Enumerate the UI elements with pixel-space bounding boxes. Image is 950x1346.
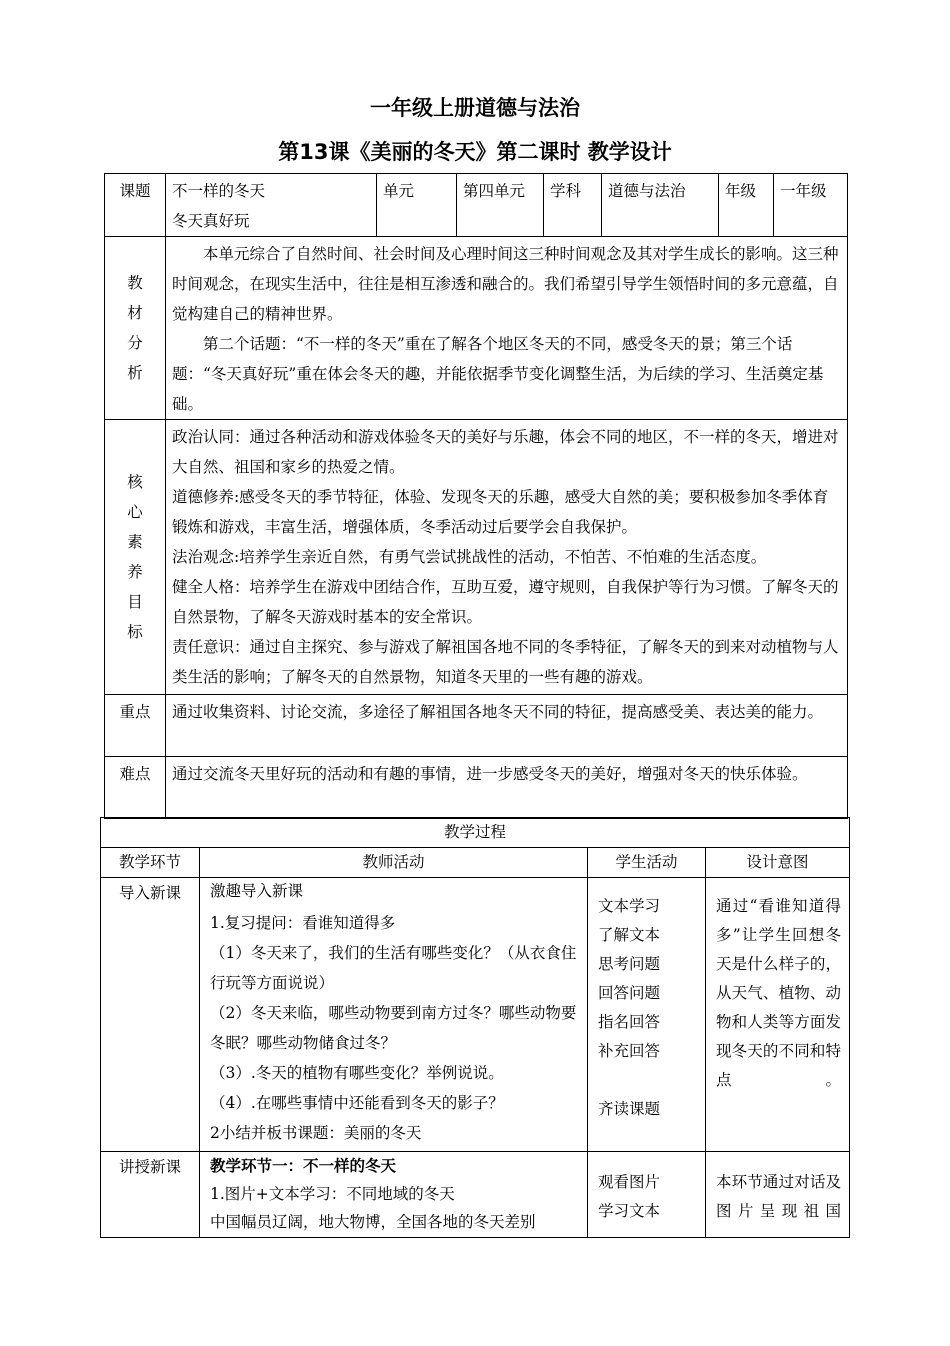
analysis-paragraph: 第二个话题：“不一样的冬天”重在了解各个地区冬天的不同，感受冬天的景；第三个话题：“冬天真好玩”重在体会冬天的趣，并能依据季节变化调整生活，为后续的学习、生活奠定基础。 <box>172 335 824 413</box>
topic-line: 冬天真好玩 <box>172 212 250 230</box>
stage-cell: 导入新课 <box>101 878 200 1152</box>
column-header: 教师活动 <box>200 848 588 878</box>
teacher-line: 1.图片+文本学习：不同地域的冬天 <box>210 1185 455 1203</box>
goal-item: 法治观念:培养学生亲近自然，有勇气尝试挑战性的活动，不怕苦、不怕难的生活态度。 <box>172 548 767 566</box>
process-title: 教学过程 <box>101 818 850 848</box>
goals-label <box>105 420 166 695</box>
topic-label: 课题 <box>105 174 166 237</box>
goals-label-line: 素 养 <box>127 533 156 581</box>
analysis-label-line: 分 析 <box>127 334 156 382</box>
teacher-line: （1）冬天来了，我们的生活有哪些变化？（从衣食住行玩等方面说说） <box>210 944 577 992</box>
document-title: 一年级上册道德与法治 <box>370 96 580 120</box>
student-line: 思考问题 <box>598 955 661 973</box>
column-header: 学生活动 <box>588 848 706 878</box>
student-activity-cell <box>588 878 706 1152</box>
analysis-content <box>166 237 848 420</box>
analysis-paragraph: 本单元综合了自然时间、社会时间及心理时间这三种时间观念及其对学生成长的影响。这三种时间观念，在现实生活中，往往是相互渗透和融合的。我们希望引导学生领悟时间的多元意蕴，自觉构建自己的精神世界。 <box>172 245 839 323</box>
document-subtitle: 第13课《美丽的冬天》第二课时 教学设计 <box>278 140 672 164</box>
teacher-activity-cell <box>200 878 588 1152</box>
teacher-line: （3）.冬天的植物有哪些变化？举例说说。 <box>210 1064 504 1082</box>
teaching-process-table <box>100 817 850 1238</box>
design-intent-cell: 通过“看谁知道得多”让学生回想冬天是什么样子的，从天气、植物、动物和人类等方面发现冬天的不同和特点。 <box>706 878 850 1152</box>
table-row <box>101 878 850 1152</box>
subject-label: 学科 <box>544 174 602 237</box>
teacher-heading: 教学环节一：不一样的冬天 <box>210 1156 397 1175</box>
stage-cell: 讲授新课 <box>101 1152 200 1238</box>
unit-label: 单元 <box>377 174 457 237</box>
goal-item: 道德修养:感受冬天的季节特征，体验、发现冬天的乐趣，感受大自然的美；要积极参加冬季体育锻炼和游戏，丰富生活，增强体质，冬季活动过后要学会自我保护。 <box>172 488 829 536</box>
topic-line: 不一样的冬天 <box>172 182 266 200</box>
table-row <box>101 1152 850 1238</box>
student-line: 指名回答 <box>598 1013 661 1031</box>
student-line: 补充回答 <box>598 1042 661 1060</box>
teacher-line: （4）.在哪些事情中还能看到冬天的影子？ <box>210 1094 504 1112</box>
unit-value: 第四单元 <box>457 174 544 237</box>
student-line: 文本学习 <box>598 897 661 915</box>
key-point-text: 通过收集资料、讨论交流，多途径了解祖国各地冬天不同的特征，提高感受美、表达美的能力。 <box>166 695 848 757</box>
analysis-label <box>105 237 166 420</box>
teacher-activity-cell <box>200 1152 588 1238</box>
teacher-line: 中国幅员辽阔，地大物博，全国各地的冬天差别 <box>210 1213 536 1231</box>
goal-item: 健全人格：培养学生在游戏中团结合作，互助互爱，遵守规则，自我保护等行为习惯。了解冬天的自然景物，了解冬天游戏时基本的安全常识。 <box>172 578 839 626</box>
grade-label: 年级 <box>719 174 774 237</box>
student-activity-cell <box>588 1152 706 1238</box>
student-line: 回答问题 <box>598 984 661 1002</box>
goal-item: 责任意识：通过自主探究、参与游戏了解祖国各地不同的冬季特征，了解冬天的到来对动植物与人类生活的影响；了解冬天的自然景物，知道冬天里的一些有趣的游戏。 <box>172 638 839 686</box>
goals-content <box>166 420 848 695</box>
teacher-line: 1.复习提问：看谁知道得多 <box>210 914 396 932</box>
subject-value: 道德与法治 <box>602 174 719 237</box>
design-intent-cell: 本环节通过对话及图片呈现祖国 <box>706 1152 850 1238</box>
teacher-line: 2小结并板书课题：美丽的冬天 <box>210 1124 422 1142</box>
analysis-label-line: 教 材 <box>127 274 156 322</box>
difficulty-label: 难点 <box>105 757 166 819</box>
student-line: 齐读课题 <box>598 1100 661 1118</box>
teacher-line: 激趣导入新课 <box>210 882 304 900</box>
grade-value: 一年级 <box>774 174 848 237</box>
column-header: 教学环节 <box>101 848 200 878</box>
key-point-label: 重点 <box>105 695 166 757</box>
student-line: 了解文本 <box>598 926 661 944</box>
student-line: 学习文本 <box>598 1202 661 1220</box>
teacher-line: （2）冬天来临，哪些动物要到南方过冬？哪些动物要冬眠？哪些动物储食过冬？ <box>210 1004 577 1052</box>
student-line <box>598 1066 701 1095</box>
lesson-info-table <box>104 173 848 819</box>
column-header: 设计意图 <box>706 848 850 878</box>
goal-item: 政治认同：通过各种活动和游戏体验冬天的美好与乐趣，体会不同的地区，不一样的冬天，增进对大自然、祖国和家乡的热爱之情。 <box>172 428 839 476</box>
goals-label-line: 目 标 <box>127 593 156 641</box>
student-line: 观看图片 <box>598 1173 661 1191</box>
topic-value <box>166 174 377 237</box>
goals-label-line: 核 心 <box>127 473 156 521</box>
difficulty-text: 通过交流冬天里好玩的活动和有趣的事情，进一步感受冬天的美好，增强对冬天的快乐体验。 <box>166 757 848 819</box>
